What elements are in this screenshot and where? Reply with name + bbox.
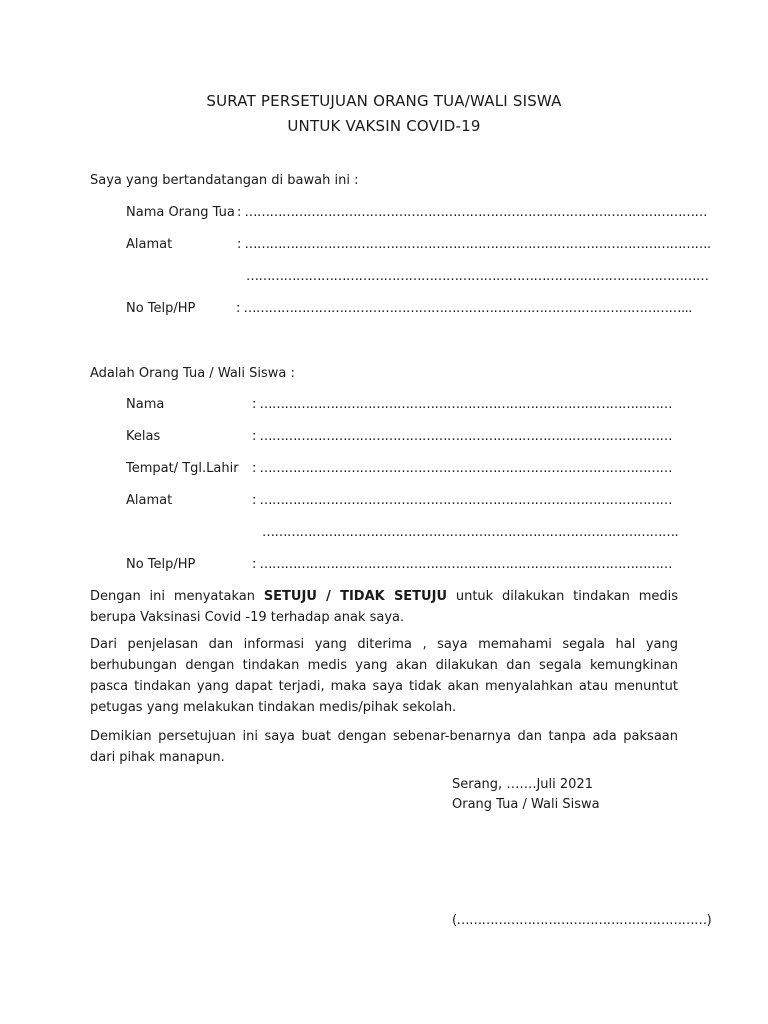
parent-address-field[interactable]: : …………………………………………………………………………………………………. [237, 237, 711, 252]
letter-title-line1: SURAT PERSETUJUAN ORANG TUA/WALI SISWA [206, 92, 562, 110]
student-intro-text: Adalah Orang Tua / Wali Siswa : [90, 366, 295, 381]
parent-phone-label: No Telp/HP [126, 301, 196, 316]
parent-name-field[interactable]: : ………………………………………………………………………………………………… [237, 205, 708, 220]
parent-name-label: Nama Orang Tua [126, 205, 235, 220]
intro-text: Saya yang bertandatangan di bawah ini : [90, 173, 359, 188]
letter-title-line2: UNTUK VAKSIN COVID-19 [287, 117, 481, 135]
student-phone-label: No Telp/HP [126, 557, 196, 572]
statement-choice[interactable]: SETUJU / TIDAK SETUJU [263, 589, 448, 604]
signature-role: Orang Tua / Wali Siswa [452, 797, 600, 812]
student-class-label: Kelas [126, 429, 161, 444]
student-name-field[interactable]: : ……………………………………………………………………………………… [252, 397, 673, 412]
signature-place-date: Serang, …….Juli 2021 [452, 777, 593, 792]
student-birth-field[interactable]: : ……………………………………………………………………………………… [252, 461, 673, 476]
student-address-field-line2[interactable]: ………………………………………………………………………………………. [262, 525, 679, 540]
parent-address-label: Alamat [126, 237, 173, 252]
closing-paragraph: Demikian persetujuan ini saya buat dengan sebenar-benarnya dan tanpa ada paksaan dari pihak manapun. [90, 729, 678, 765]
student-address-field[interactable]: : ……………………………………………………………………………………… [252, 493, 673, 508]
student-class-field[interactable]: : ……………………………………………………………………………………… [252, 429, 673, 444]
explanation-paragraph: Dari penjelasan dan informasi yang diterima , saya memahami segala hal yang berhubungan dengan tindakan medis yang akan dilakukan dan segala kemungkinan pasca tindakan yang dapat terjadi, maka saya tidak akan menyalahkan atau menuntut petugas yang melakukan tindakan medis/pihak sekolah. [90, 637, 678, 715]
statement-text-after: untuk dilakukan tindakan medis berupa Vaksinasi Covid -19 terhadap anak saya. [90, 589, 678, 625]
statement-text-before: Dengan ini menyatakan [90, 589, 264, 604]
student-birth-label: Tempat/ Tgl.Lahir [126, 461, 239, 476]
signature-name-field[interactable]: (……………………………………………………) [452, 913, 712, 928]
parent-address-field-line2[interactable]: ………………………………………………………………………………………………… [246, 269, 709, 284]
consent-statement [90, 586, 678, 628]
student-name-label: Nama [126, 397, 165, 412]
parent-phone-field[interactable]: : ……………………………………………………………………………………………... [236, 301, 692, 316]
student-address-label: Alamat [126, 493, 173, 508]
student-phone-field[interactable]: : ……………………………………………………………………………………… [252, 557, 673, 572]
